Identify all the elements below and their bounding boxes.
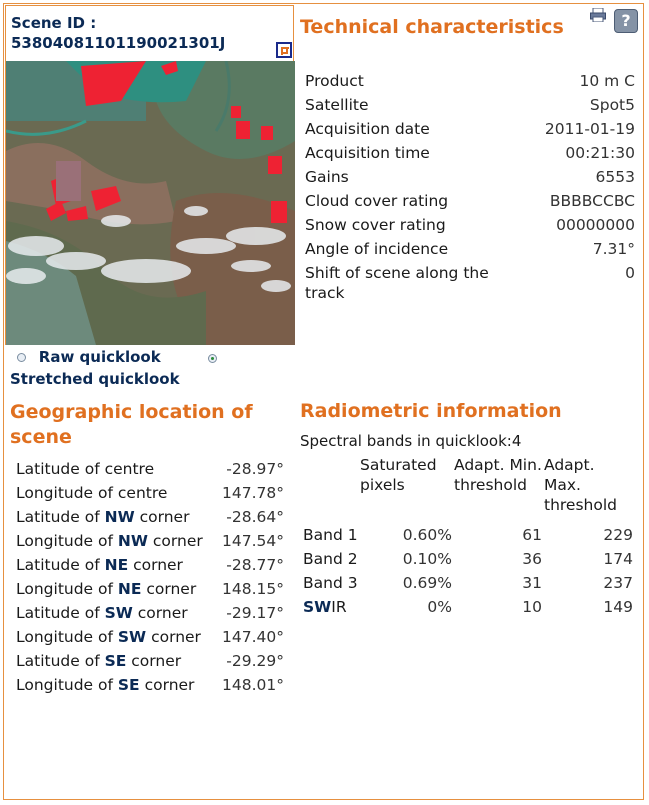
- technical-value: 10 m C: [579, 72, 635, 90]
- technical-label: Shift of scene along the track: [305, 264, 489, 302]
- raw-quicklook-option[interactable]: [17, 348, 161, 366]
- geo-label-corner: SW: [117, 628, 147, 646]
- geo-label-pre: Longitude of: [16, 628, 118, 646]
- technical-label: Gains: [305, 168, 349, 186]
- geo-label-post: corner: [141, 580, 197, 598]
- band-label: Band 3: [303, 574, 358, 592]
- technical-row: [305, 95, 635, 119]
- technical-value: Spot5: [589, 96, 635, 114]
- technical-value: 6553: [595, 168, 635, 186]
- technical-row: [305, 215, 635, 239]
- scene-id: [11, 13, 225, 53]
- band-max: 237: [603, 574, 633, 592]
- spectral-label: Spectral bands in quicklook:: [300, 432, 512, 450]
- geo-label-pre: Longitude of: [16, 532, 118, 550]
- geo-label-corner: SW: [104, 604, 133, 622]
- band-name: [303, 595, 360, 619]
- quicklook-image: [6, 61, 295, 345]
- geo-label-post: corner: [139, 676, 195, 694]
- geo-label: [16, 555, 216, 579]
- geo-row: [16, 507, 284, 531]
- band-row: [303, 547, 635, 571]
- geo-row: [16, 531, 284, 555]
- band-row: [303, 595, 635, 619]
- band-sat: 0.10%: [402, 550, 452, 568]
- raw-quicklook-radio[interactable]: [17, 353, 26, 362]
- help-icon[interactable]: ?: [614, 9, 638, 33]
- geo-label-pre: Longitude of: [16, 580, 118, 598]
- geo-value: -29.17°: [226, 604, 284, 622]
- geo-title: Geographic location of scene: [10, 401, 253, 448]
- print-icon[interactable]: [590, 8, 606, 22]
- band-sat: 0.69%: [402, 574, 452, 592]
- band-min: 61: [522, 526, 542, 544]
- geo-value: 147.78°: [222, 484, 284, 502]
- band-label: Band 1: [303, 526, 358, 544]
- geo-label: [16, 627, 216, 651]
- technical-table: [305, 71, 635, 307]
- band-row: [303, 515, 635, 547]
- geo-table: [16, 459, 284, 699]
- geo-label-post: corner: [128, 556, 183, 574]
- band-sat: 0%: [427, 598, 452, 616]
- geo-label: [16, 531, 216, 555]
- geo-label: [16, 603, 216, 627]
- radiometric-table: [303, 455, 635, 619]
- geo-label-post: corner: [146, 628, 201, 646]
- header-max-threshold: Adapt. Max. threshold: [544, 456, 617, 514]
- geo-label-post: corner: [132, 604, 188, 622]
- technical-row: [305, 143, 635, 167]
- spectral-value: 4: [511, 432, 522, 450]
- geo-label: [16, 507, 216, 531]
- header-saturated: Saturated pixels: [360, 456, 437, 494]
- scene-panel: [5, 5, 294, 345]
- technical-row: [305, 119, 635, 143]
- geo-row: [16, 675, 284, 699]
- geo-value: 148.15°: [222, 580, 284, 598]
- geo-label-corner: NW: [117, 532, 148, 550]
- geo-value: 148.01°: [222, 676, 284, 694]
- geo-row: [16, 579, 284, 603]
- radiometric-title: Radiometric information: [300, 400, 562, 422]
- band-name: [303, 571, 360, 595]
- raw-quicklook-label: Raw quicklook: [38, 348, 161, 366]
- geo-label: [16, 651, 216, 675]
- geo-value: -29.29°: [226, 652, 284, 670]
- band-row: [303, 571, 635, 595]
- geo-label: [16, 579, 216, 603]
- geo-label-pre: Latitude of: [16, 652, 105, 670]
- technical-row: [305, 191, 635, 215]
- geo-label-corner: SE: [104, 652, 127, 670]
- geo-row: [16, 483, 284, 507]
- band-min: 10: [522, 598, 542, 616]
- technical-row: [305, 263, 635, 307]
- geo-label: [16, 675, 216, 699]
- technical-title: Technical characteristics: [300, 16, 564, 38]
- geo-label-pre: Latitude of: [16, 604, 105, 622]
- geo-value: 147.40°: [222, 628, 284, 646]
- technical-label: Snow cover rating: [305, 216, 446, 234]
- expand-icon[interactable]: [276, 42, 292, 58]
- band-min: 31: [522, 574, 542, 592]
- technical-value: 7.31°: [592, 240, 635, 258]
- technical-row: [305, 167, 635, 191]
- geo-label-pre: Latitude of: [16, 508, 105, 526]
- technical-value: 0: [625, 264, 635, 282]
- geo-label: [16, 459, 216, 483]
- geo-label: [16, 483, 216, 507]
- geo-row: [16, 627, 284, 651]
- scene-id-label: Scene ID :: [11, 14, 97, 32]
- geo-label-text: Latitude of centre: [16, 460, 155, 478]
- geo-value: 147.54°: [222, 532, 284, 550]
- band-max: 174: [603, 550, 633, 568]
- geo-label-pre: Latitude of: [16, 556, 105, 574]
- technical-label: Cloud cover rating: [305, 192, 449, 210]
- band-label-rest: IR: [331, 598, 347, 616]
- technical-value: 00:21:30: [565, 144, 635, 162]
- technical-row: [305, 239, 635, 263]
- geo-row: [16, 555, 284, 579]
- band-label: Band 2: [303, 550, 358, 568]
- geo-row: [16, 651, 284, 675]
- geo-row: [16, 603, 284, 627]
- technical-value: 00000000: [556, 216, 635, 234]
- geo-value: -28.97°: [226, 460, 284, 478]
- geo-label-text: Longitude of centre: [16, 484, 168, 502]
- stretched-quicklook-label[interactable]: Stretched quicklook: [10, 370, 180, 388]
- geo-label-pre: Longitude of: [16, 676, 118, 694]
- band-name: [303, 515, 360, 547]
- band-min: 36: [522, 550, 542, 568]
- technical-value: BBBBCCBC: [549, 192, 635, 210]
- technical-label: Acquisition date: [305, 120, 430, 138]
- band-label-bold: SW: [303, 598, 332, 616]
- technical-label: Satellite: [305, 96, 369, 114]
- band-name: [303, 547, 360, 571]
- technical-label: Product: [305, 72, 364, 90]
- geo-value: -28.64°: [226, 508, 284, 526]
- geo-label-post: corner: [126, 652, 182, 670]
- geo-label-post: corner: [147, 532, 203, 550]
- technical-row: [305, 71, 635, 95]
- geo-label-corner: NE: [104, 556, 129, 574]
- geo-row: [16, 459, 284, 483]
- spectral-bands: [300, 432, 521, 450]
- technical-value: 2011-01-19: [544, 120, 635, 138]
- stretched-quicklook-radio[interactable]: [208, 354, 217, 363]
- geo-label-post: corner: [134, 508, 190, 526]
- technical-label: Acquisition time: [305, 144, 430, 162]
- geo-label-corner: NW: [104, 508, 135, 526]
- scene-id-value: 53804081101190021301J: [11, 34, 226, 52]
- technical-label: Angle of incidence: [305, 240, 449, 258]
- geo-label-corner: SE: [117, 676, 140, 694]
- band-max: 229: [603, 526, 633, 544]
- geo-value: -28.77°: [226, 556, 284, 574]
- geo-label-corner: NE: [117, 580, 142, 598]
- header-min-threshold: Adapt. Min. threshold: [454, 456, 542, 494]
- band-max: 149: [603, 598, 633, 616]
- band-sat: 0.60%: [402, 526, 452, 544]
